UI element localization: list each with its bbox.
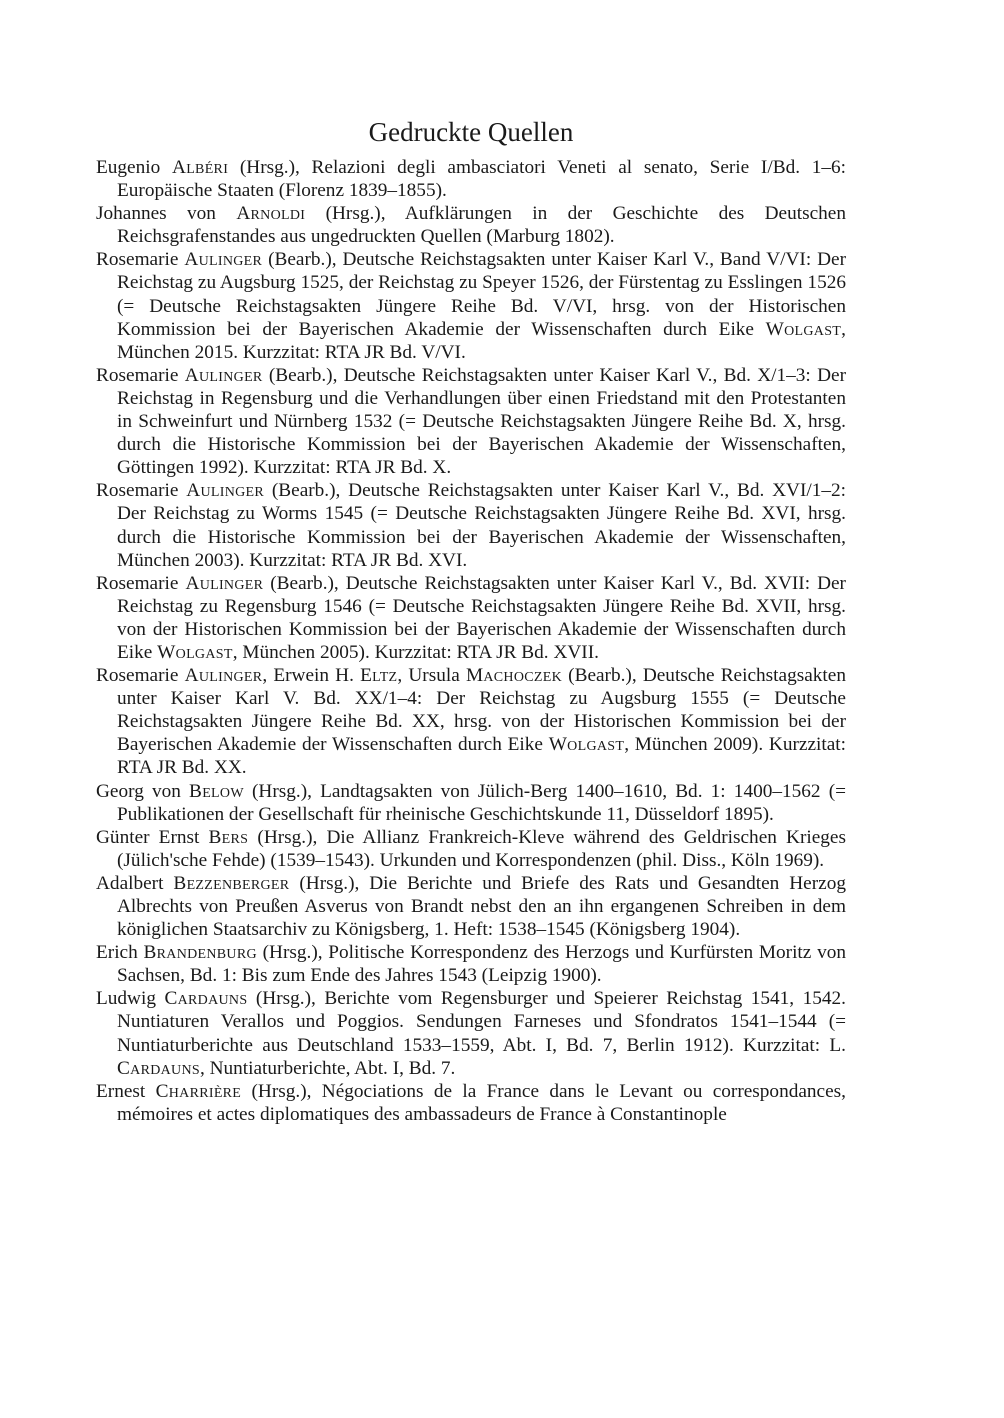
author-first-name: Rosemarie [96,665,179,687]
entry-text: , Ursula [397,665,466,687]
author-first-name: Rosemarie [96,249,179,271]
entry-text: , Erwein H. [262,665,361,687]
author-first-name: Rosemarie [96,364,179,386]
entry-text: (Hrsg.), Politische Korrespondenz des Herzogs und Kurfürsten Moritz von Sachsen, Bd. 1: Bis zum Ende des Jahres 1543 (Leipzig 1900). [117,942,846,987]
author-surname: Aulinger [184,665,263,687]
author-surname: Bers [208,826,249,848]
bibliography-entry [96,202,846,248]
bibliography-entry [96,156,846,202]
bibliography-entry [96,826,846,872]
entry-text: , München 2005). Kurzzitat: RTA JR Bd. XVII. [232,641,599,663]
author-first-name: Rosemarie [96,480,179,502]
author-surname: Aulinger [185,572,264,594]
author-surname: Arnoldi [236,203,306,225]
author-first-name: Ernest [96,1080,146,1102]
author-surname: Wolgast [765,318,842,340]
entry-text: (Hrsg.), Die Allianz Frankreich-Kleve während des Geldrischen Krieges (Jülich'sche Fehde) (1539–1543). Urkunden und Korrespondenzen (phil. Diss., Köln 1969). [117,826,846,871]
bibliography-entry [96,572,846,664]
author-surname: Wolgast [548,734,625,756]
bibliography-entry [96,987,846,1079]
author-first-name: Erich [96,942,138,964]
entry-text: (Bearb.), Deutsche Reichstagsakten unter Kaiser Karl V., Bd. XVII: Der Reichstag zu Regensburg 1546 (= Deutsche Reichstagsakten Jüngere Reihe Bd. XVII, hrsg. von der Historischen Kommission bei der Bayerischen Akademie der Wissenschaften durch Eike [117,572,846,663]
entry-text: (Hrsg.), Die Berichte und Briefe des Rats und Gesandten Herzog Albrechts von Preußen Asverus von Brandt nebst den an ihn ergangenen Schreiben in dem königlichen Staatsarchiv zu Königsberg, 1. Heft: 1538–1545 (Königsberg 1904). [117,872,846,941]
bibliography-entry [96,780,846,826]
author-first-name: Eugenio [96,157,161,178]
entry-text: , Nuntiaturberichte, Abt. I, Bd. 7. [199,1057,456,1079]
bibliography-entry [96,1080,846,1126]
bibliography-entry [96,364,846,479]
author-surname: Below [189,780,244,802]
entry-text: , München 2015. Kurzzitat: RTA JR Bd. V/VI. [117,318,846,363]
entry-text: (Bearb.), Deutsche Reichstagsakten unter Kaiser Karl V., Band V/VI: Der Reichstag zu Augsburg 1525, der Reichstag zu Speyer 1526, der Fürstentag zu Esslingen 1526 (= Deutsche Reichstagsakten Jüngere Reihe Bd. V/VI, hrsg. von der Historischen Kommission bei der Bayerischen Akademie der Wissenschaften durch Eike [117,249,846,340]
section-heading: Gedruckte Quellen [368,117,574,147]
author-first-name: Ludwig [96,988,156,1010]
author-surname: Charrière [155,1080,242,1102]
author-first-name: Günter Ernst [96,826,200,848]
bibliography-entry [96,479,846,571]
author-surname: Aulinger [184,249,263,271]
author-surname: Brandenburg [143,942,257,964]
entry-text: (Hrsg.), Négociations de la France dans le Levant ou correspondances, mémoires et actes diplomatiques des ambassadeurs de France à Constantinople [117,1080,846,1125]
entry-text: (Hrsg.), Aufklärungen in der Geschichte des Deutschen Reichsgrafenstandes aus ungedruckten Quellen (Marburg 1802). [117,203,846,248]
entry-text: , München 2009). Kurzzitat: RTA JR Bd. XX. [117,734,846,779]
author-surname: Aulinger [186,480,265,502]
bibliography-entry [96,664,846,779]
bibliography-entry [96,872,846,941]
entry-text: (Hrsg.), Relazioni degli ambasciatori Veneti al senato, Serie I/Bd. 1–6: Europäische Staaten (Florenz 1839–1855). [117,157,847,202]
author-surname: Machoczek [465,665,563,687]
author-surname: Aulinger [184,364,263,386]
author-surname: Wolgast [157,641,233,663]
author-first-name: Adalbert [96,872,164,894]
author-first-name: Rosemarie [96,572,179,594]
author-surname: Cardauns [117,1057,200,1079]
author-surname: Albéri [171,157,229,178]
entry-text: (Bearb.), Deutsche Reichstagsakten unter Kaiser Karl V. Bd. XX/1–4: Der Reichstag zu Augsburg 1555 (= Deutsche Reichstagsakten Jüngere Reihe Bd. XX, hrsg. von der Historischen Kommission bei der Bayerischen Akademie der Wissenschaften durch Eike [117,665,846,756]
author-surname: Eltz [360,665,398,687]
author-first-name: Johannes von [96,203,216,225]
entry-text: (Hrsg.), Landtagsakten von Jülich-Berg 1400–1610, Bd. 1: 1400–1562 (= Publikationen der Gesellschaft für rheinische Geschichtskunde 11, Düsseldorf 1895). [117,780,847,825]
entry-text: (Bearb.), Deutsche Reichstagsakten unter Kaiser Karl V., Bd. X/1–3: Der Reichstag in Regensburg und die Verhandlungen über einen Friedstand mit den Protestanten in Schweinfurt und Nürnberg 1532 (= Deutsche Reichstagsakten Jüngere Reihe Bd. X, hrsg. durch die Historische Kommission bei der Bayerischen Akademie der Wissenschaften, Göttingen 1992). Kurzzitat: RTA JR Bd. X. [117,364,847,479]
author-surname: Cardauns [164,988,248,1010]
author-first-name: Georg von [96,780,181,802]
document-page [96,112,846,1126]
bibliography-entry [96,248,846,363]
bibliography-entry [96,941,846,987]
entry-text: (Hrsg.), Berichte vom Regensburger und Speierer Reichstag 1541, 1542. Nuntiaturen Verallos und Poggios. Sendungen Farneses und Sfondratos 1541–1544 (= Nuntiaturberichte aus Deutschland 1533–1559, Abt. I, Bd. 7, Berlin 1912). Kurzzitat: L. [117,988,846,1056]
author-surname: Bezzenberger [173,872,290,894]
bibliography-list [96,156,846,1126]
entry-text: (Bearb.), Deutsche Reichstagsakten unter Kaiser Karl V., Bd. XVI/1–2: Der Reichstag zu Worms 1545 (= Deutsche Reichstagsakten Jüngere Reihe Bd. XVI, hrsg. durch die Historische Kommission bei der Bayerischen Akademie der Wissenschaften, München 2003). Kurzzitat: RTA JR Bd. XVI. [117,480,846,571]
